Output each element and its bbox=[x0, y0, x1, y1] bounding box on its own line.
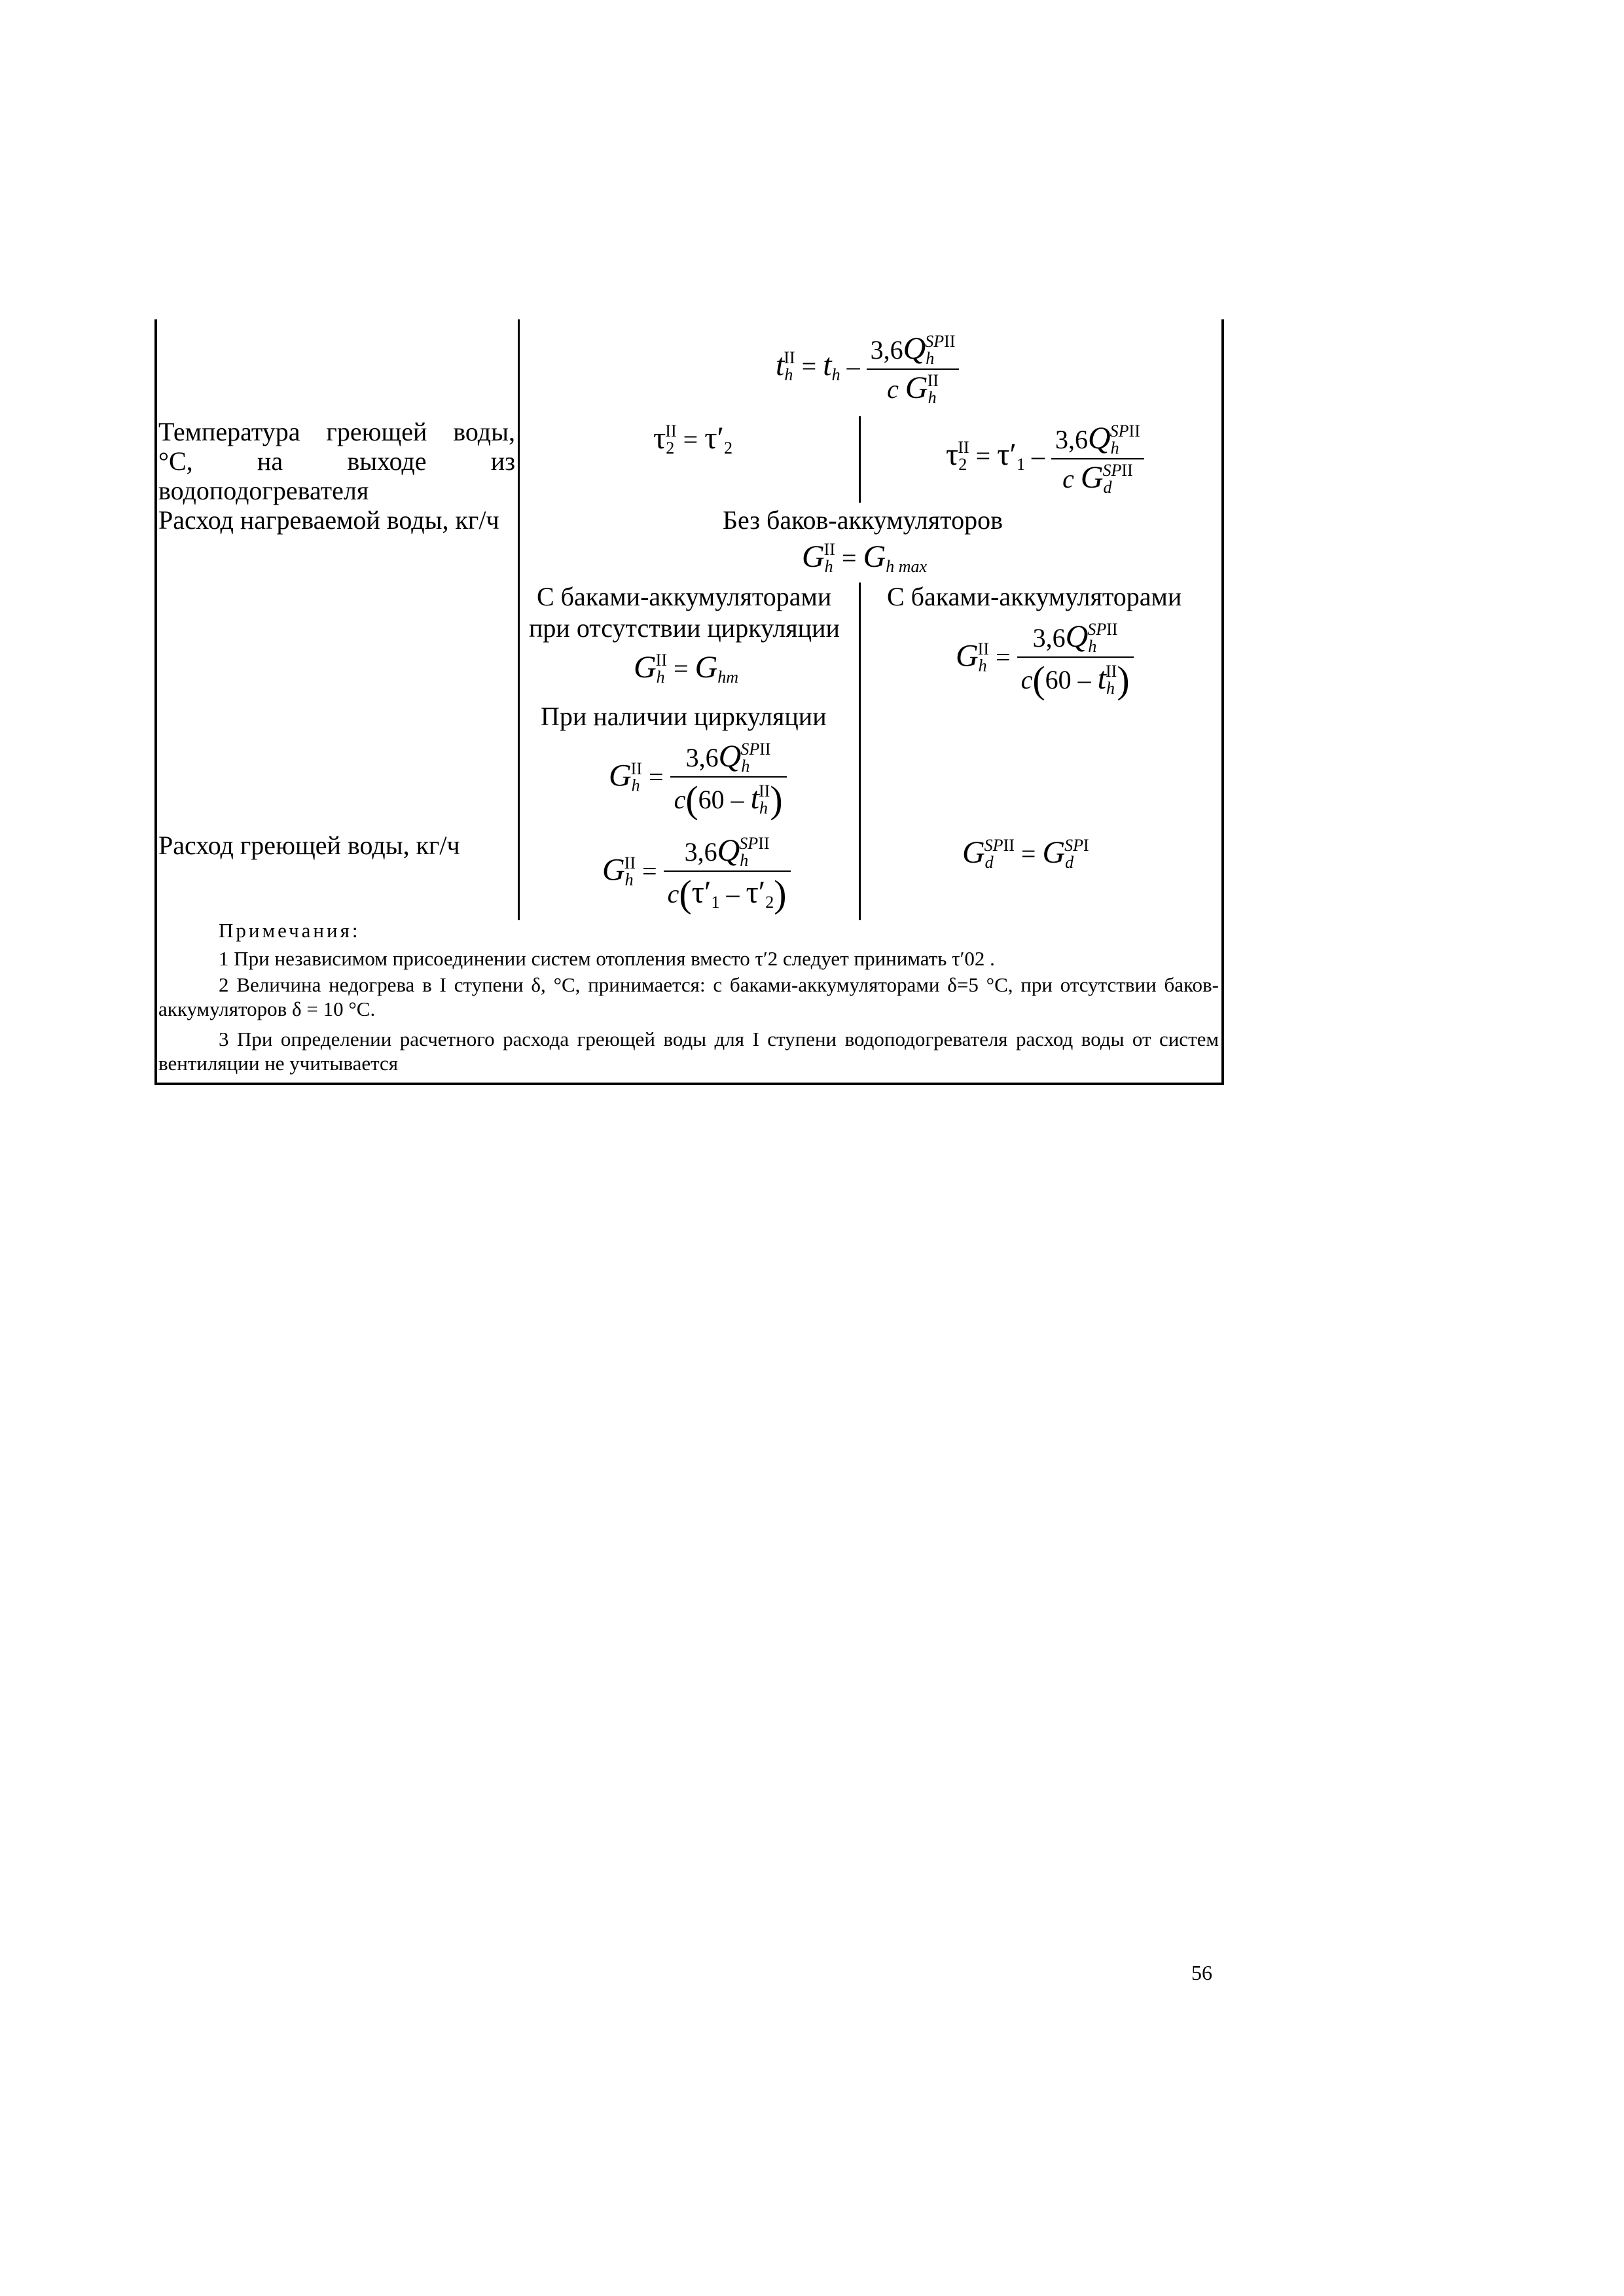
formula-gd: $G_d^{SPII} = G_d^{SPI}$ bbox=[962, 835, 1089, 872]
formula-tau2-simple: $\tau_2^{II} = \tau'_2$ bbox=[653, 421, 732, 457]
column-divider-label bbox=[518, 319, 520, 920]
formula-gh-60-left: $G_h^{II}$ = $\frac{3,6Q_h^{SPII}}{c(60 - t_h^{II})}$ bbox=[609, 738, 787, 821]
table-bottom-border bbox=[154, 1083, 1224, 1085]
formula-th-ii: $t_h^{II} = t_h$ – $\frac{3,6Q_h^{SPII}}{c G_h^{II}}$ bbox=[776, 331, 959, 408]
row-label-temperature: Температура греющей воды, °C, на выходе из водоподогревателя bbox=[158, 417, 515, 505]
row-label-heating-water-flow: Расход греющей воды, кг/ч bbox=[158, 831, 460, 860]
note-3: 3 При определении расчетного расхода греющей воды для I ступени водоподогревателя расход воды от систем вентиляции не учитывается bbox=[158, 1028, 1219, 1075]
formula-gh-tau: $G_h^{II}$ = $\frac{3,6Q_h^{SPII}}{c(\tau'_1 - \tau'_2)}$ bbox=[602, 833, 791, 916]
note-2: 2 Величина недогрева в I ступени δ, °С, принимается: с баками-аккумуляторами δ=5 °С, при отсутствии баков-аккумуляторов δ = 10 °С. bbox=[158, 973, 1219, 1021]
formula-gh-max: $G_h^{II} = G_{h max}$ bbox=[802, 539, 928, 576]
note-1: 1 При независимом присоединении систем отопления вместо τ′2 следует принимать τ′02 . bbox=[219, 947, 995, 970]
notes-title: Примечания: bbox=[219, 919, 361, 942]
formula-gh-60-right: $G_h^{II}$ = $\frac{3,6Q_h^{SPII}}{c(60 - t_h^{II})}$ bbox=[956, 619, 1134, 702]
table-right-border bbox=[1221, 319, 1224, 1085]
cell-tanks-left-2: при отсутствии циркуляции bbox=[529, 613, 840, 643]
table-left-border bbox=[154, 319, 157, 1085]
cell-no-tanks: Без баков-аккумуляторов bbox=[723, 505, 1003, 535]
cell-tanks-left-1: С баками-аккумуляторами bbox=[537, 582, 832, 611]
cell-tanks-right: С баками-аккумуляторами bbox=[887, 582, 1182, 611]
column-divider-temp bbox=[859, 416, 861, 503]
page-number: 56 bbox=[1191, 1961, 1212, 1984]
cell-with-circulation: При наличии циркуляции bbox=[541, 702, 827, 731]
column-divider-flow bbox=[859, 583, 861, 920]
formula-gh-hm: $G_h^{II} = G_{hm}$ bbox=[634, 650, 739, 687]
formula-tau2-full: $\tau_2^{II} = \tau'_1$ – $\frac{3,6Q_h^{SPII}}{c G_d^{SPII}}$ bbox=[946, 420, 1144, 497]
row-label-heated-water-flow: Расход нагреваемой воды, кг/ч bbox=[158, 505, 499, 535]
